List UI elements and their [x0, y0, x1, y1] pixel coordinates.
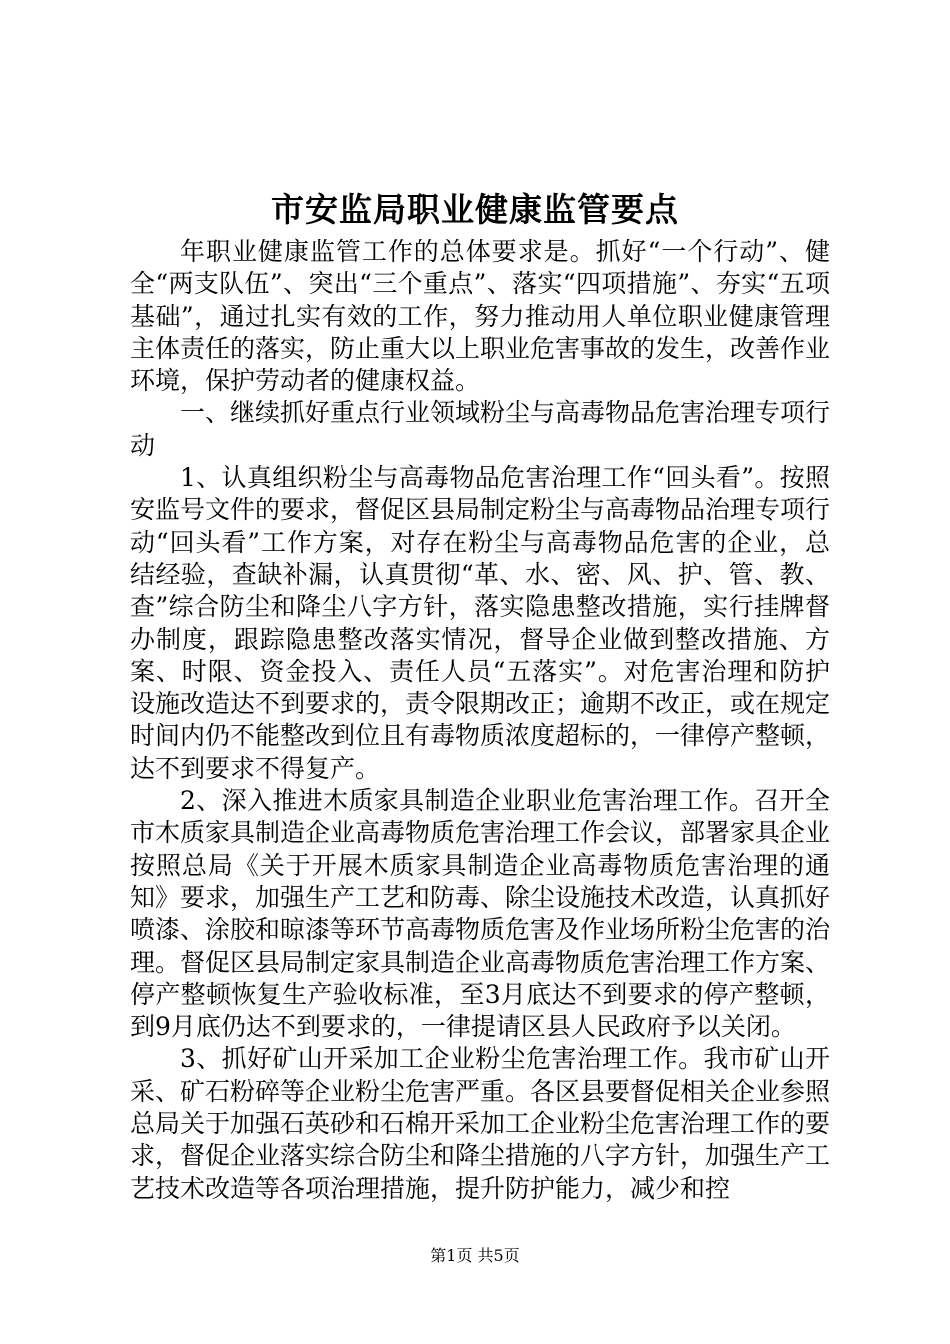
section-heading-1: 一、继续抓好重点行业领域粉尘与高毒物品危害治理专项行动: [130, 398, 831, 460]
paragraph-item-3: 3、抓好矿山开采加工企业粉尘危害治理工作。我市矿山开采、矿石粉碎等企业粉尘危害严重。各区县要督促相关企业参照总局关于加强石英砂和石棉开采加工企业粉尘危害治理工作的要求，督促企业落实综合防尘和降尘措施的八字方针，加强生产工艺技术改造等各项治理措施，提升防护能力，减少和控: [130, 1044, 831, 1203]
page-number-footer: 第1页 共5页: [430, 1246, 520, 1265]
paragraph-intro: 年职业健康监管工作的总体要求是。抓好“一个行动”、健全“两支队伍”、突出“三个重点”、落实“四项措施”、夯实“五项基础”，通过扎实有效的工作，努力推动用人单位职业健康管理主体责任的落实，防止重大以上职业危害事故的发生，改善作业环境，保护劳动者的健康权益。: [130, 237, 831, 396]
paragraph-item-2: 2、深入推进木质家具制造企业职业危害治理工作。召开全市木质家具制造企业高毒物质危害治理工作会议，部署家具企业按照总局《关于开展木质家具制造企业高毒物质危害治理的通知》要求，加强生产工艺和防毒、除尘设施技术改造，认真抓好喷漆、涂胶和晾漆等环节高毒物质危害及作业场所粉尘危害的治理。督促区县局制定家具制造企业高毒物质危害治理工作方案、停产整顿恢复生产验收标准，至3月底达不到要求的停产整顿，到9月底仍达不到要求的，一律提请区县人民政府予以关闭。: [130, 786, 831, 1042]
document-body: [130, 236, 830, 1205]
paragraph-item-1: 1、认真组织粉尘与高毒物品危害治理工作“回头看”。按照安监号文件的要求，督促区县局制定粉尘与高毒物品治理专项行动“回头看”工作方案，对存在粉尘与高毒物品危害的企业，总结经验，查缺补漏，认真贯彻“革、水、密、风、护、管、教、查”综合防尘和降尘八字方针，落实隐患整改措施，实行挂牌督办制度，跟踪隐患整改落实情况，督导企业做到整改措施、方案、时限、资金投入、责任人员“五落实”。对危害治理和防护设施改造达不到要求的，责令限期改正；逾期不改正，或在规定时间内仍不能整改到位且有毒物质浓度超标的，一律停产整顿，达不到要求不得复产。: [130, 463, 831, 783]
document-title: 市安监局职业健康监管要点: [271, 190, 679, 229]
